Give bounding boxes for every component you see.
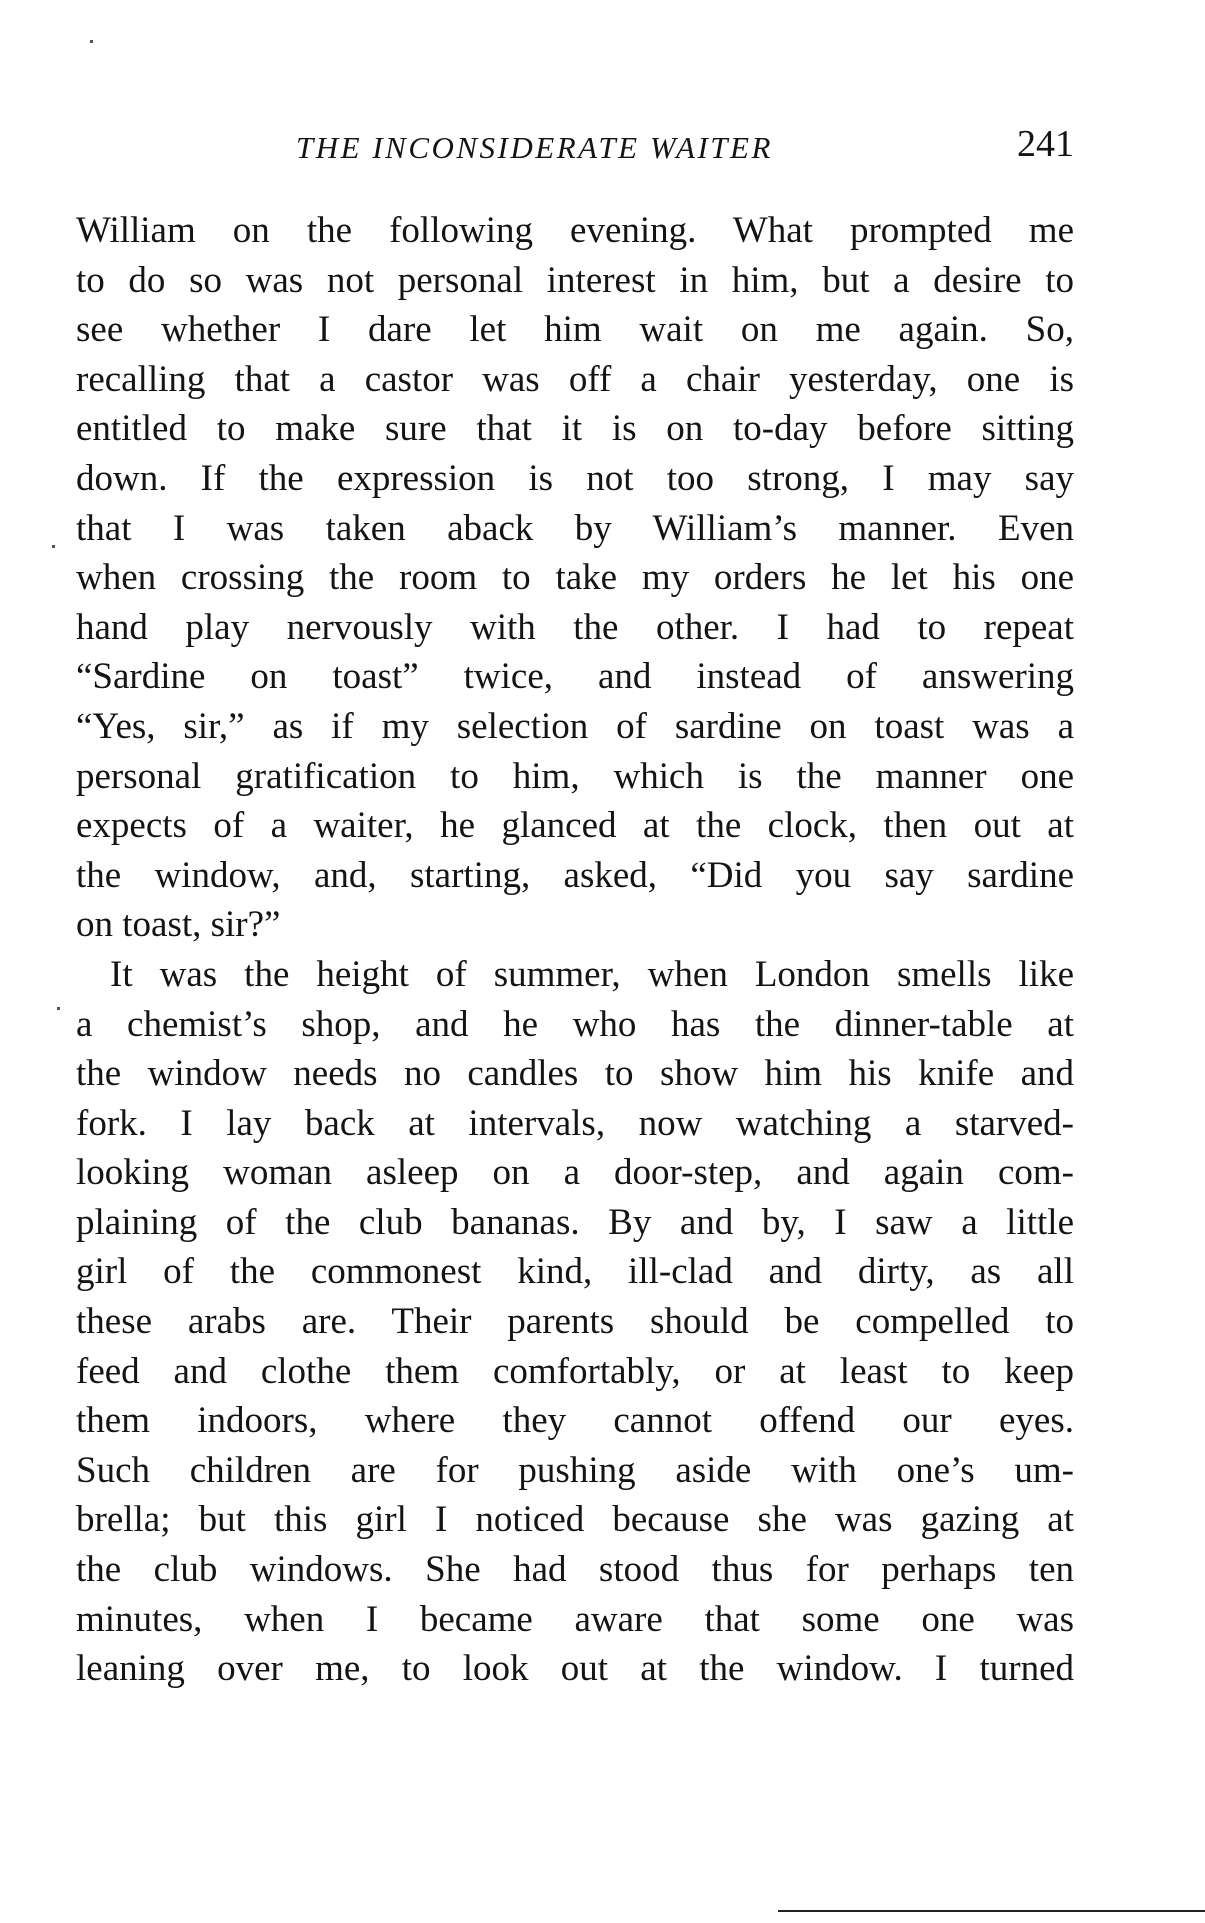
text-line: when crossing the room to take my orders he let his one [76, 557, 1074, 599]
text-line: the club windows. She had stood thus for perhaps ten [76, 1549, 1074, 1591]
page-number: 241 [1017, 123, 1074, 165]
text-line: fork. I lay back at intervals, now watching a starved- [76, 1102, 1074, 1144]
running-header [76, 122, 1074, 172]
text-line: minutes, when I became aware that some one was [76, 1598, 1074, 1640]
text-line: brella; but this girl I noticed because she was gazing at [76, 1499, 1074, 1541]
scan-speck [57, 1007, 60, 1010]
running-title: THE INCONSIDERATE WAITER [296, 130, 773, 165]
text-line: recalling that a castor was off a chair yesterday, one is [76, 358, 1074, 400]
text-line: William on the following evening. What prompted me [76, 210, 1074, 251]
text-line: looking woman asleep on a door-step, and again com- [76, 1152, 1074, 1194]
text-line: the window needs no candles to show him his knife and [76, 1053, 1074, 1095]
text-line: plaining of the club bananas. By and by, I saw a little [76, 1201, 1074, 1243]
text-line: expects of a waiter, he glanced at the clock, then out at [76, 805, 1074, 847]
text-line: Such children are for pushing aside with one’s um- [76, 1449, 1074, 1491]
text-line: the window, and, starting, asked, “Did you say sardine [76, 854, 1074, 896]
text-line: “Yes, sir,” as if my selection of sardine on toast was a [76, 705, 1074, 747]
text-line: them indoors, where they cannot offend our eyes. [76, 1400, 1074, 1442]
body-text [76, 206, 1074, 1694]
text-line: to do so was not personal interest in him, but a desire to [76, 259, 1074, 301]
text-line: that I was taken aback by William’s manner. Even [76, 507, 1074, 549]
scan-speck [90, 40, 93, 43]
text-line: feed and clothe them comfortably, or at least to keep [76, 1350, 1074, 1392]
text-line: a chemist’s shop, and he who has the dinner-table at [76, 1003, 1074, 1045]
text-line: down. If the expression is not too strong, I may say [76, 457, 1074, 499]
text-line: see whether I dare let him wait on me again. So, [76, 309, 1074, 351]
text-line: personal gratification to him, which is the manner one [76, 755, 1074, 797]
text-line: on toast, sir?” [76, 904, 281, 946]
text-line: these arabs are. Their parents should be compelled to [76, 1301, 1074, 1343]
paragraph-first-line: It was the height of summer, when London smells like [110, 953, 1074, 995]
scan-edge-rule [778, 1910, 1205, 1912]
text-line: leaning over me, to look out at the window. I turned [76, 1648, 1074, 1690]
text-line: “Sardine on toast” twice, and instead of answering [76, 656, 1074, 698]
text-line: hand play nervously with the other. I had to repeat [76, 606, 1074, 648]
text-line: entitled to make sure that it is on to-day before sitting [76, 408, 1074, 450]
text-line: girl of the commonest kind, ill-clad and dirty, as all [76, 1251, 1074, 1293]
scan-speck [52, 545, 55, 548]
